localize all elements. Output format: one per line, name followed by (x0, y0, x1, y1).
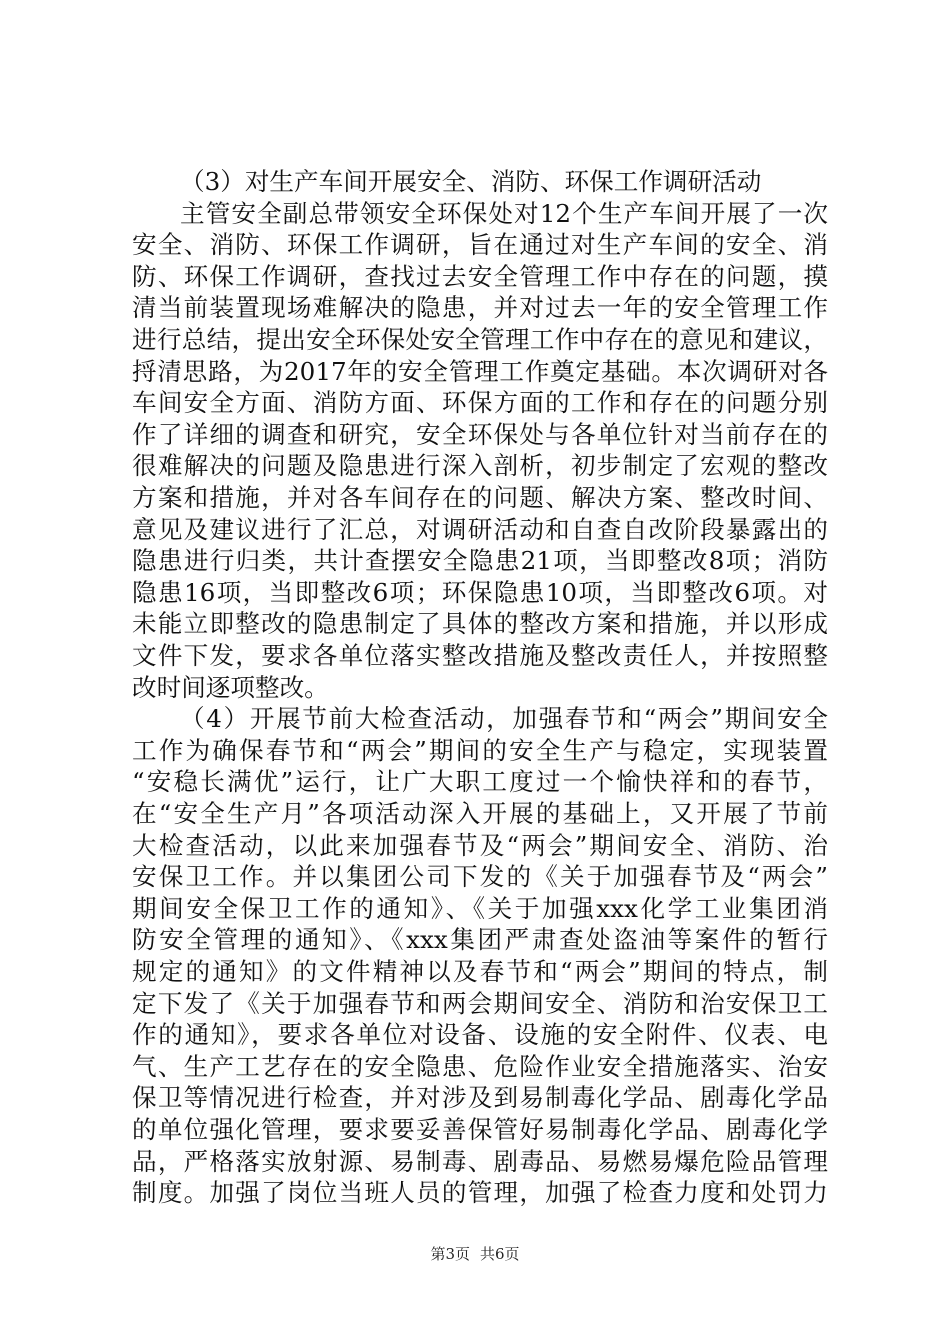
paragraph-line: 工作为确保春节和“两会”期间的安全生产与稳定，实现装置 (132, 735, 828, 765)
paragraph-line: 文件下发，要求各单位落实整改措施及整改责任人，并按照整 (132, 641, 828, 670)
paragraph-line: 安保卫工作。并以集团公司下发的《关于加强春节及“两会” (132, 862, 828, 892)
paragraph-line: 未能立即整改的隐患制定了具体的整改方案和措施，并以形成 (132, 609, 828, 639)
paragraph-line: 在“安全生产月”各项活动深入开展的基础上，又开展了节前 (132, 799, 828, 828)
section-heading-4: （4）开展节前大检查活动，加强春节和“两会”期间安全 (180, 704, 828, 734)
page-number: 第3页 (430, 1245, 470, 1263)
paragraph-line: 大检查活动，以此来加强春节及“两会”期间安全、消防、治 (132, 830, 828, 860)
paragraph-line: 隐患进行归类，共计查摆安全隐患21项，当即整改8项；消防 (132, 546, 828, 576)
paragraph-line: 捋清思路，为2017年的安全管理工作奠定基础。本次调研对各 (132, 356, 828, 386)
paragraph-line: 期间安全保卫工作的通知》、《关于加强xxx化学工业集团消 (132, 893, 828, 923)
paragraph-line: 保卫等情况进行检查，并对涉及到易制毒化学品、剧毒化学品 (132, 1083, 828, 1113)
paragraph-line: 车间安全方面、消防方面、环保方面的工作和存在的问题分别 (132, 388, 828, 418)
paragraph-line: 安全、消防、环保工作调研，旨在通过对生产车间的安全、消 (132, 230, 828, 260)
paragraph-line: 规定的通知》的文件精神以及春节和“两会”期间的特点，制 (132, 957, 828, 986)
paragraph-line: 品，严格落实放射源、易制毒、剧毒品、易燃易爆危险品管理 (132, 1146, 828, 1176)
page-footer (0, 1244, 950, 1264)
paragraph-line: 定下发了《关于加强春节和两会期间安全、消防和治安保卫工 (132, 988, 828, 1018)
paragraph-line: 清当前装置现场难解决的隐患，并对过去一年的安全管理工作 (132, 293, 828, 323)
paragraph-line: 作了详细的调查和研究，安全环保处与各单位针对当前存在的 (132, 419, 828, 449)
paragraph-line: 制度。加强了岗位当班人员的管理，加强了检查力度和处罚力 (132, 1178, 828, 1208)
page-total: 共6页 (480, 1245, 520, 1263)
paragraph-line: 防安全管理的通知》、《xxx集团严肃查处盗油等案件的暂行 (132, 925, 828, 955)
paragraph-line: 很难解决的问题及隐患进行深入剖析，初步制定了宏观的整改 (132, 451, 828, 481)
paragraph-line: 隐患16项，当即整改6项；环保隐患10项，当即整改6项。对 (132, 577, 828, 607)
paragraph-line: 气、生产工艺存在的安全隐患、危险作业安全措施落实、治安 (132, 1051, 828, 1081)
paragraph-line: “安稳长满优”运行，让广大职工度过一个愉快祥和的春节， (132, 767, 828, 797)
paragraph-line: 意见及建议进行了汇总，对调研活动和自查自改阶段暴露出的 (132, 514, 828, 544)
paragraph-line: 方案和措施，并对各车间存在的问题、解决方案、整改时间、 (132, 483, 828, 512)
paragraph-line: 作的通知》，要求各单位对设备、设施的安全附件、仪表、电 (132, 1020, 828, 1050)
section-heading-3: （3）对生产车间开展安全、消防、环保工作调研活动 (180, 167, 762, 196)
paragraph-line: 改时间逐项整改。 (132, 672, 329, 702)
paragraph-line: 主管安全副总带领安全环保处对12个生产车间开展了一次 (180, 198, 828, 228)
paragraph-line: 进行总结，提出安全环保处安全管理工作中存在的意见和建议， (132, 325, 828, 354)
paragraph-line: 的单位强化管理，要求要妥善保管好易制毒化学品、剧毒化学 (132, 1115, 828, 1144)
paragraph-line: 防、环保工作调研，查找过去安全管理工作中存在的问题，摸 (132, 261, 828, 291)
